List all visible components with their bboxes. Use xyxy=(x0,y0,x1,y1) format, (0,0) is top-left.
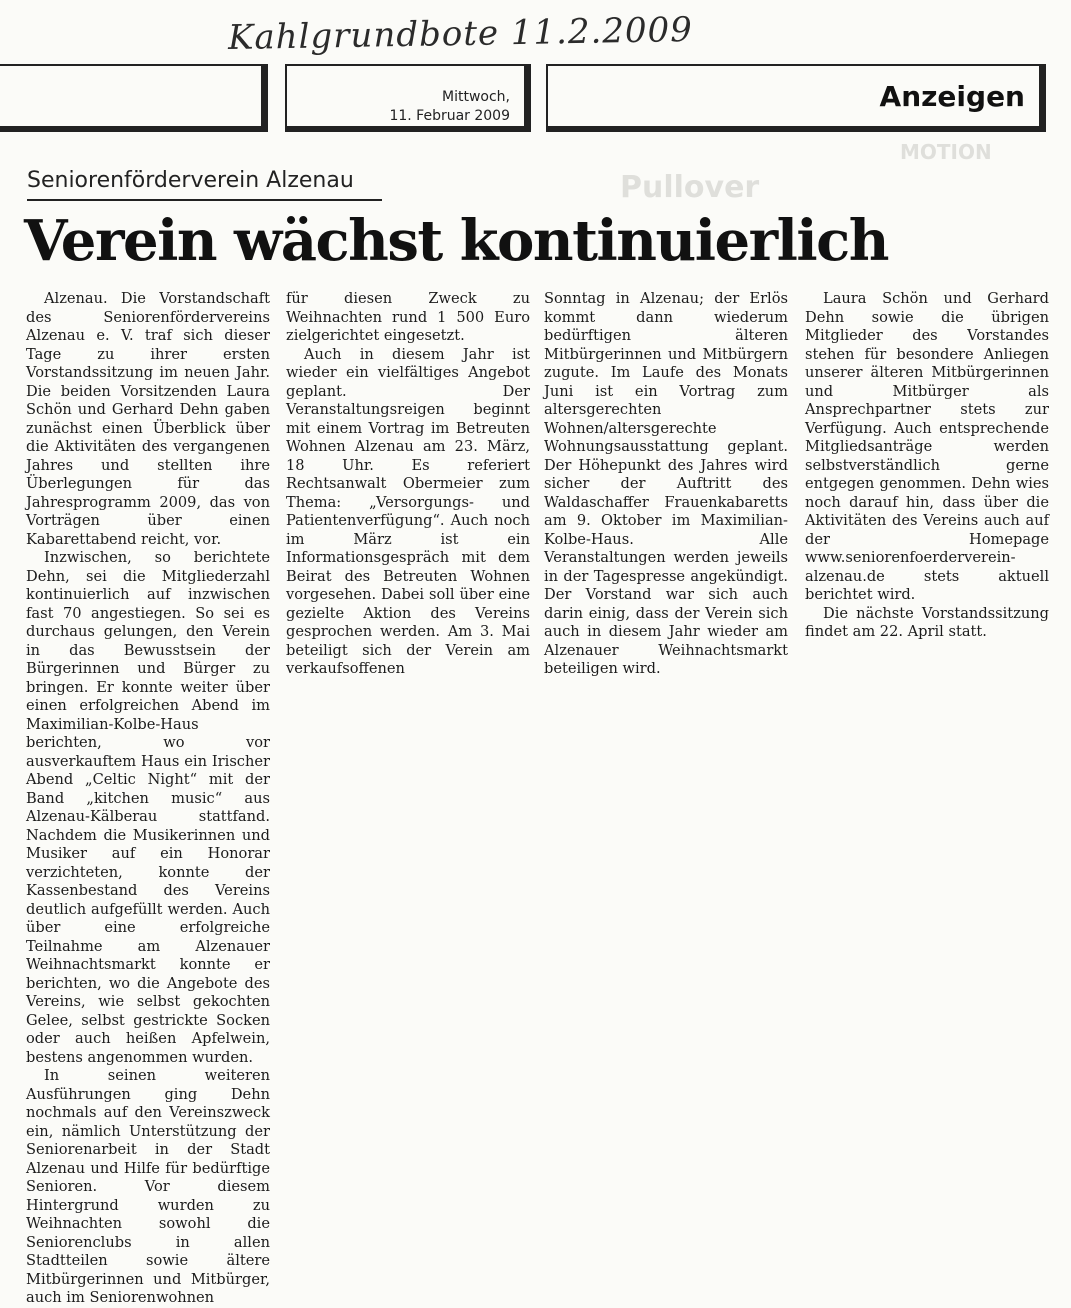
article-column-3 xyxy=(544,290,788,679)
article-column-4 xyxy=(805,290,1049,642)
issue-date xyxy=(389,88,510,126)
paragraph: Auch in diesem Jahr ist wieder ein vielfältiges Angebot geplant. Der Veranstaltungsreigen beginnt mit einem Vortrag im Betreuten Wohnen Alzenau am 23. März, 18 Uhr. Es referiert Rechtsanwalt Obermeier zum Thema: „Versorgungs- und Patientenverfügung“. Auch noch im März ist ein Informationsgespräch mit dem Beirat des Betreuten Wohnen vorgesehen. Dabei soll über eine gezielte Aktion des Vereins gesprochen werden. Am 3. Mai beteiligt sich der Verein am verkaufsoffenen xyxy=(286,345,530,677)
paragraph: Inzwischen, so berichtete Dehn, sei die Mitgliederzahl kontinuierlich auf inzwischen fast 70 angestiegen. So sei es durchaus gelungen, den Verein in das Bewusstsein der Bürgerinnen und Bürger zu bringen. Er konnte weiter über einen erfolgreichen Abend im Maximilian-Kolbe-Haus berichten, wo vor ausverkauftem Haus ein Irischer Abend „Celtic Night“ mit der Band „kitchen music“ aus Alzenau-Kälberau stattfand. Nachdem die Musikerinnen und Musiker auf ein Honorar verzichteten, konnte der Kassenbestand des Vereins deutlich aufgefüllt werden. Auch über eine erfolgreiche Teilnahme am Alzenauer Weihnachtsmarkt konnte er berichten, wo die Angebote des Vereins, wie selbst gekochten Gelee, selbst gestrickte Socken oder auch heißen Apfelwein, bestens angenommen wurden. xyxy=(26,549,270,1066)
header-section-box xyxy=(546,64,1046,132)
paragraph: Alzenau. Die Vorstandschaft des Seniorenfördervereins Alzenau e. V. traf sich dieser Tage zu ihrer ersten Vorstandssitzung im neuen Jahr. Die beiden Vorsitzenden Laura Schön und Gerhard Dehn gaben zunächst einen Überblick über die Aktivitäten des vergangenen Jahres und stellten ihre Überlegungen für das Jahresprogramm 2009, das von Vorträgen über einen Kabarettabend reicht, vor. xyxy=(26,290,270,548)
issue-date-line: 11. Februar 2009 xyxy=(389,108,510,124)
section-label: Anzeigen xyxy=(879,80,1025,113)
article-headline: Verein wächst kontinuierlich xyxy=(24,208,888,274)
article-column-1 xyxy=(26,290,270,1308)
article-kicker: Seniorenförderverein Alzenau xyxy=(27,168,354,193)
header-box-left xyxy=(0,64,268,132)
paragraph: Sonntag in Alzenau; der Erlös kommt dann wiederum bedürftigen älteren Mitbürgerinnen und Mitbürgern zugute. Im Laufe des Monats Juni ist ein Vortrag zum altersgerechten Wohnen/altersgerechte Wohnungsausstattung geplant. Der Höhepunkt des Jahres wird sicher der Auftritt des Waldaschaffer Frauenkabaretts am 9. Oktober im Maximilian-Kolbe-Haus. Alle Veranstaltungen werden jeweils in der Tagespresse angekündigt. Der Vorstand war sich auch darin einig, dass der Verein sich auch in diesem Jahr wieder am Alzenauer Weihnachtsmarkt beteiligen wird. xyxy=(544,290,788,677)
paragraph: Die nächste Vorstandssitzung findet am 22. April statt. xyxy=(805,604,1049,640)
paragraph: Laura Schön und Gerhard Dehn sowie die übrigen Mitglieder des Vorstandes stehen für besondere Anliegen unserer älteren Mitbürgerinnen und Mitbürger als Ansprechpartner stets zur Verfügung. Auch entsprechende Mitgliedsanträge werden selbstverständlich gerne entgegen genommen. Dehn wies noch darauf hin, dass über die Aktivitäten des Vereins auch auf der Homepage www.seniorenfoerderverein-alzenau.de stets aktuell berichtet wird. xyxy=(805,290,1049,603)
kicker-underline xyxy=(27,199,382,201)
header-date-box xyxy=(285,64,531,132)
handwritten-source-note: Kahlgrundbote 11.2.2009 xyxy=(227,9,694,59)
issue-weekday: Mittwoch, xyxy=(442,89,510,105)
paragraph: In seinen weiteren Ausführungen ging Dehn nochmals auf den Vereinszweck ein, nämlich Unterstützung der Seniorenarbeit in der Stadt Alzenau und Hilfe für bedürftige Senioren. Vor diesem Hintergrund wurden zu Weihnachten sowohl die Seniorenclubs in allen Stadtteilen sowie ältere Mitbürgerinnen und Mitbürger, auch im Seniorenwohnen xyxy=(26,1067,270,1306)
article-column-2 xyxy=(286,290,530,679)
paragraph: für diesen Zweck zu Weihnachten rund 1 500 Euro zielgerichtet eingesetzt. xyxy=(286,290,530,344)
